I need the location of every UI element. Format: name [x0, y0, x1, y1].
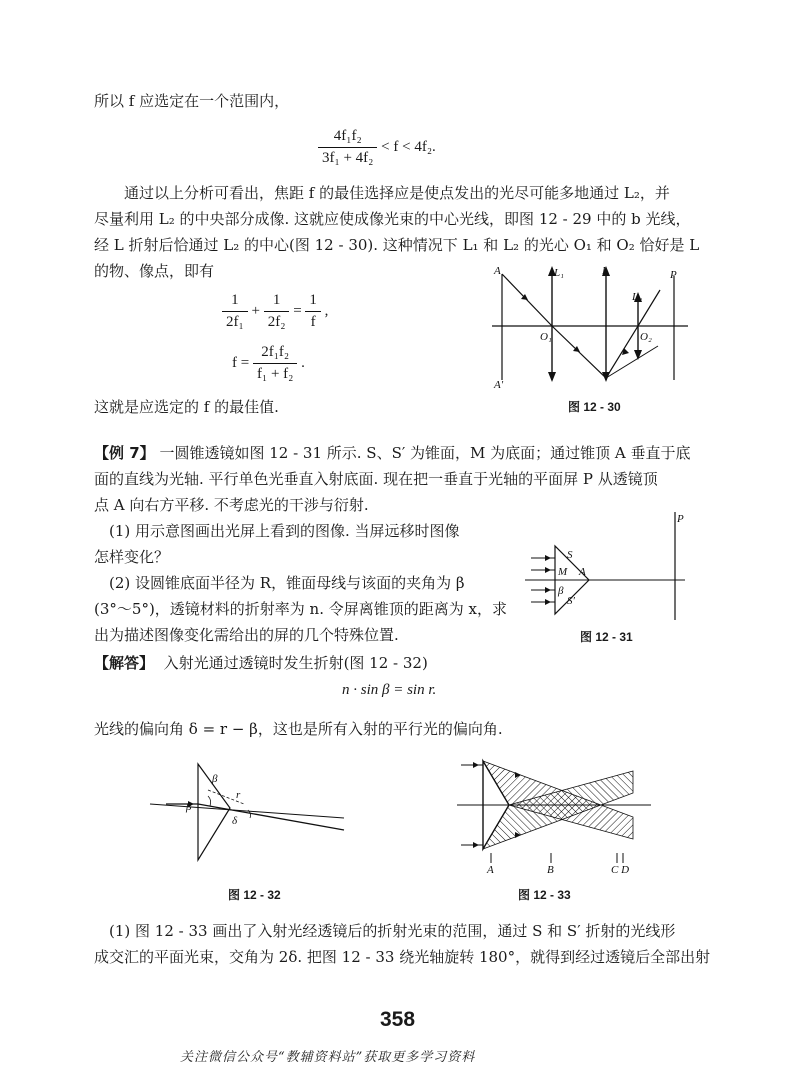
label-P: P — [670, 269, 677, 281]
label-A: A — [579, 566, 586, 578]
label-CD: C D — [611, 864, 630, 875]
figure-12-30-caption: 图 12 - 30 — [568, 400, 621, 414]
label-A-prime: A′ — [494, 379, 504, 391]
label-beta-top: β — [212, 773, 218, 785]
label-A: A — [494, 265, 501, 277]
para-2-line-4: 的物、像点，即有 — [94, 262, 215, 280]
figure-12-31-caption: 图 12 - 31 — [580, 630, 633, 644]
example-tag: 【例 7】 — [94, 444, 155, 462]
solution-tag: 【解答】 — [94, 654, 155, 672]
eq2-n1: 1 — [222, 292, 248, 312]
eq2-plus: + — [251, 302, 260, 319]
refracted-ray — [198, 804, 344, 830]
eq3-numerator: 2f₁f₂ — [253, 344, 297, 364]
question-1-line-1: (1) 用示意图画出光屏上看到的图像. 当屏远移时图像 — [109, 522, 460, 540]
para-2-line-3: 经 L 折射后恰通过 L₂ 的中心(图 12 - 30). 这种情况下 L₁ 和 L₂ 的光心 O₁ 和 O₂ 恰好是 L — [94, 236, 700, 254]
ray-arrow — [545, 555, 551, 561]
footer-watermark: 关注微信公众号“教辅资料站”获取更多学习资料 — [180, 1050, 476, 1065]
label-beta: β — [186, 801, 192, 813]
para-5 — [94, 918, 724, 970]
ray-arrow — [545, 567, 551, 573]
eq2-d2: 2f₂ — [267, 314, 286, 330]
label-beta: β — [558, 585, 564, 597]
figure-12-33 — [455, 755, 655, 875]
para-2-line-2: 尽量利用 L₂ 的中央部分成像. 这就应使成像光束的中心光线，即图 12 - 29 中的 b 光线， — [94, 210, 691, 228]
para-4: 光线的偏向角 δ = r − β，这也是所有入射的平行光的偏向角. — [94, 720, 503, 738]
question-2-line-1: (2) 设圆锥底面半径为 R，锥面母线与该面的夹角为 β — [109, 574, 465, 592]
ray-arrow — [473, 842, 479, 848]
question-1 — [94, 518, 494, 570]
eq1-rest: < f < 4f₂. — [381, 138, 436, 155]
question-2 — [94, 570, 514, 648]
ray-arrow — [622, 348, 629, 355]
eq1-numerator: 4f₁f₂ — [318, 128, 377, 148]
label-A: A — [487, 864, 494, 875]
angle-arc — [208, 796, 211, 806]
para-3: 这就是应选定的 f 的最佳值. — [94, 398, 279, 416]
eq2-d3: f — [310, 314, 316, 330]
eq2-comma: , — [324, 302, 329, 319]
eq3-denominator: f₁ + f₂ — [256, 366, 294, 382]
eq1-denominator: 3f₁ + 4f₂ — [322, 150, 374, 166]
para-5-line-2: 成交汇的平面光束，交角为 2δ. 把图 12 - 33 绕光轴旋转 180°，就得到经过透镜后全部出射 — [94, 948, 711, 966]
example-7 — [94, 440, 724, 518]
arrowhead — [548, 372, 556, 382]
label-S-prime: S′ — [567, 595, 575, 607]
example-line-3: 点 A 向右方平移. 不考虑光的干涉与衍射. — [94, 496, 369, 514]
equation-lens — [222, 292, 328, 331]
figure-12-32 — [148, 760, 348, 872]
equation-snell: n · sin β = sin r. — [342, 682, 437, 698]
label-B: B — [547, 864, 554, 875]
ray — [606, 346, 658, 378]
equation-f — [232, 344, 305, 383]
question-2-line-2: (3°～5°)，透镜材料的折射率为 n. 令屏离锥顶的距离为 x，求 — [94, 600, 507, 618]
label-O2: O₂ — [640, 331, 652, 343]
label-L: L — [602, 265, 609, 277]
example-line-1: 一圆锥透镜如图 12 - 31 所示. S、S′ 为锥面，M 为底面；通过锥顶 A 垂直于底 — [159, 444, 691, 462]
para-1: 所以 f 应选定在一个范围内， — [94, 92, 290, 110]
question-1-line-2: 怎样变化？ — [94, 548, 170, 566]
label-L1: L₁ — [554, 267, 564, 279]
eq2-equals: = — [293, 302, 302, 319]
figure-12-32-caption: 图 12 - 32 — [228, 888, 281, 902]
label-O1: O₁ — [540, 331, 552, 343]
para-2-line-1: 通过以上分析可看出，焦距 f 的最佳选择应是使点发出的光尽可能多地通过 L₂，并 — [124, 184, 670, 202]
solution-text: 入射光通过透镜时发生折射(图 12 - 32) — [163, 654, 428, 672]
figure-12-31 — [525, 508, 705, 626]
eq3-lhs: f = — [232, 354, 250, 371]
page-number: 358 — [380, 1008, 416, 1031]
eq2-d1: 2f₁ — [226, 314, 244, 330]
eq2-n2: 1 — [264, 292, 290, 312]
figure-12-30 — [488, 262, 694, 392]
ray-arrow — [473, 762, 479, 768]
example-line-2: 面的直线为光轴. 平行单色光垂直入射底面. 现在把一垂直于光轴的平面屏 P 从透镜顶 — [94, 470, 658, 488]
question-2-line-3: 出为描述图像变化需给出的屏的几个特殊位置. — [94, 626, 399, 644]
para-5-line-1: (1) 图 12 - 33 画出了入射光经透镜后的折射光束的范围，通过 S 和 S′ 折射的光线形 — [109, 922, 676, 940]
solution — [94, 650, 724, 676]
label-P: P — [677, 513, 684, 525]
ray-arrow — [545, 587, 551, 593]
label-M: M — [558, 566, 568, 578]
eq3-period: . — [301, 354, 305, 371]
label-delta: δ — [232, 815, 238, 827]
ray-arrow — [545, 599, 551, 605]
eq2-n3: 1 — [305, 292, 321, 312]
equation-range — [318, 128, 436, 167]
label-r: r — [236, 789, 241, 801]
label-S: S — [567, 549, 573, 561]
axis — [150, 804, 344, 818]
figure-12-33-caption: 图 12 - 33 — [518, 888, 571, 902]
label-L2: L₂ — [632, 291, 642, 303]
